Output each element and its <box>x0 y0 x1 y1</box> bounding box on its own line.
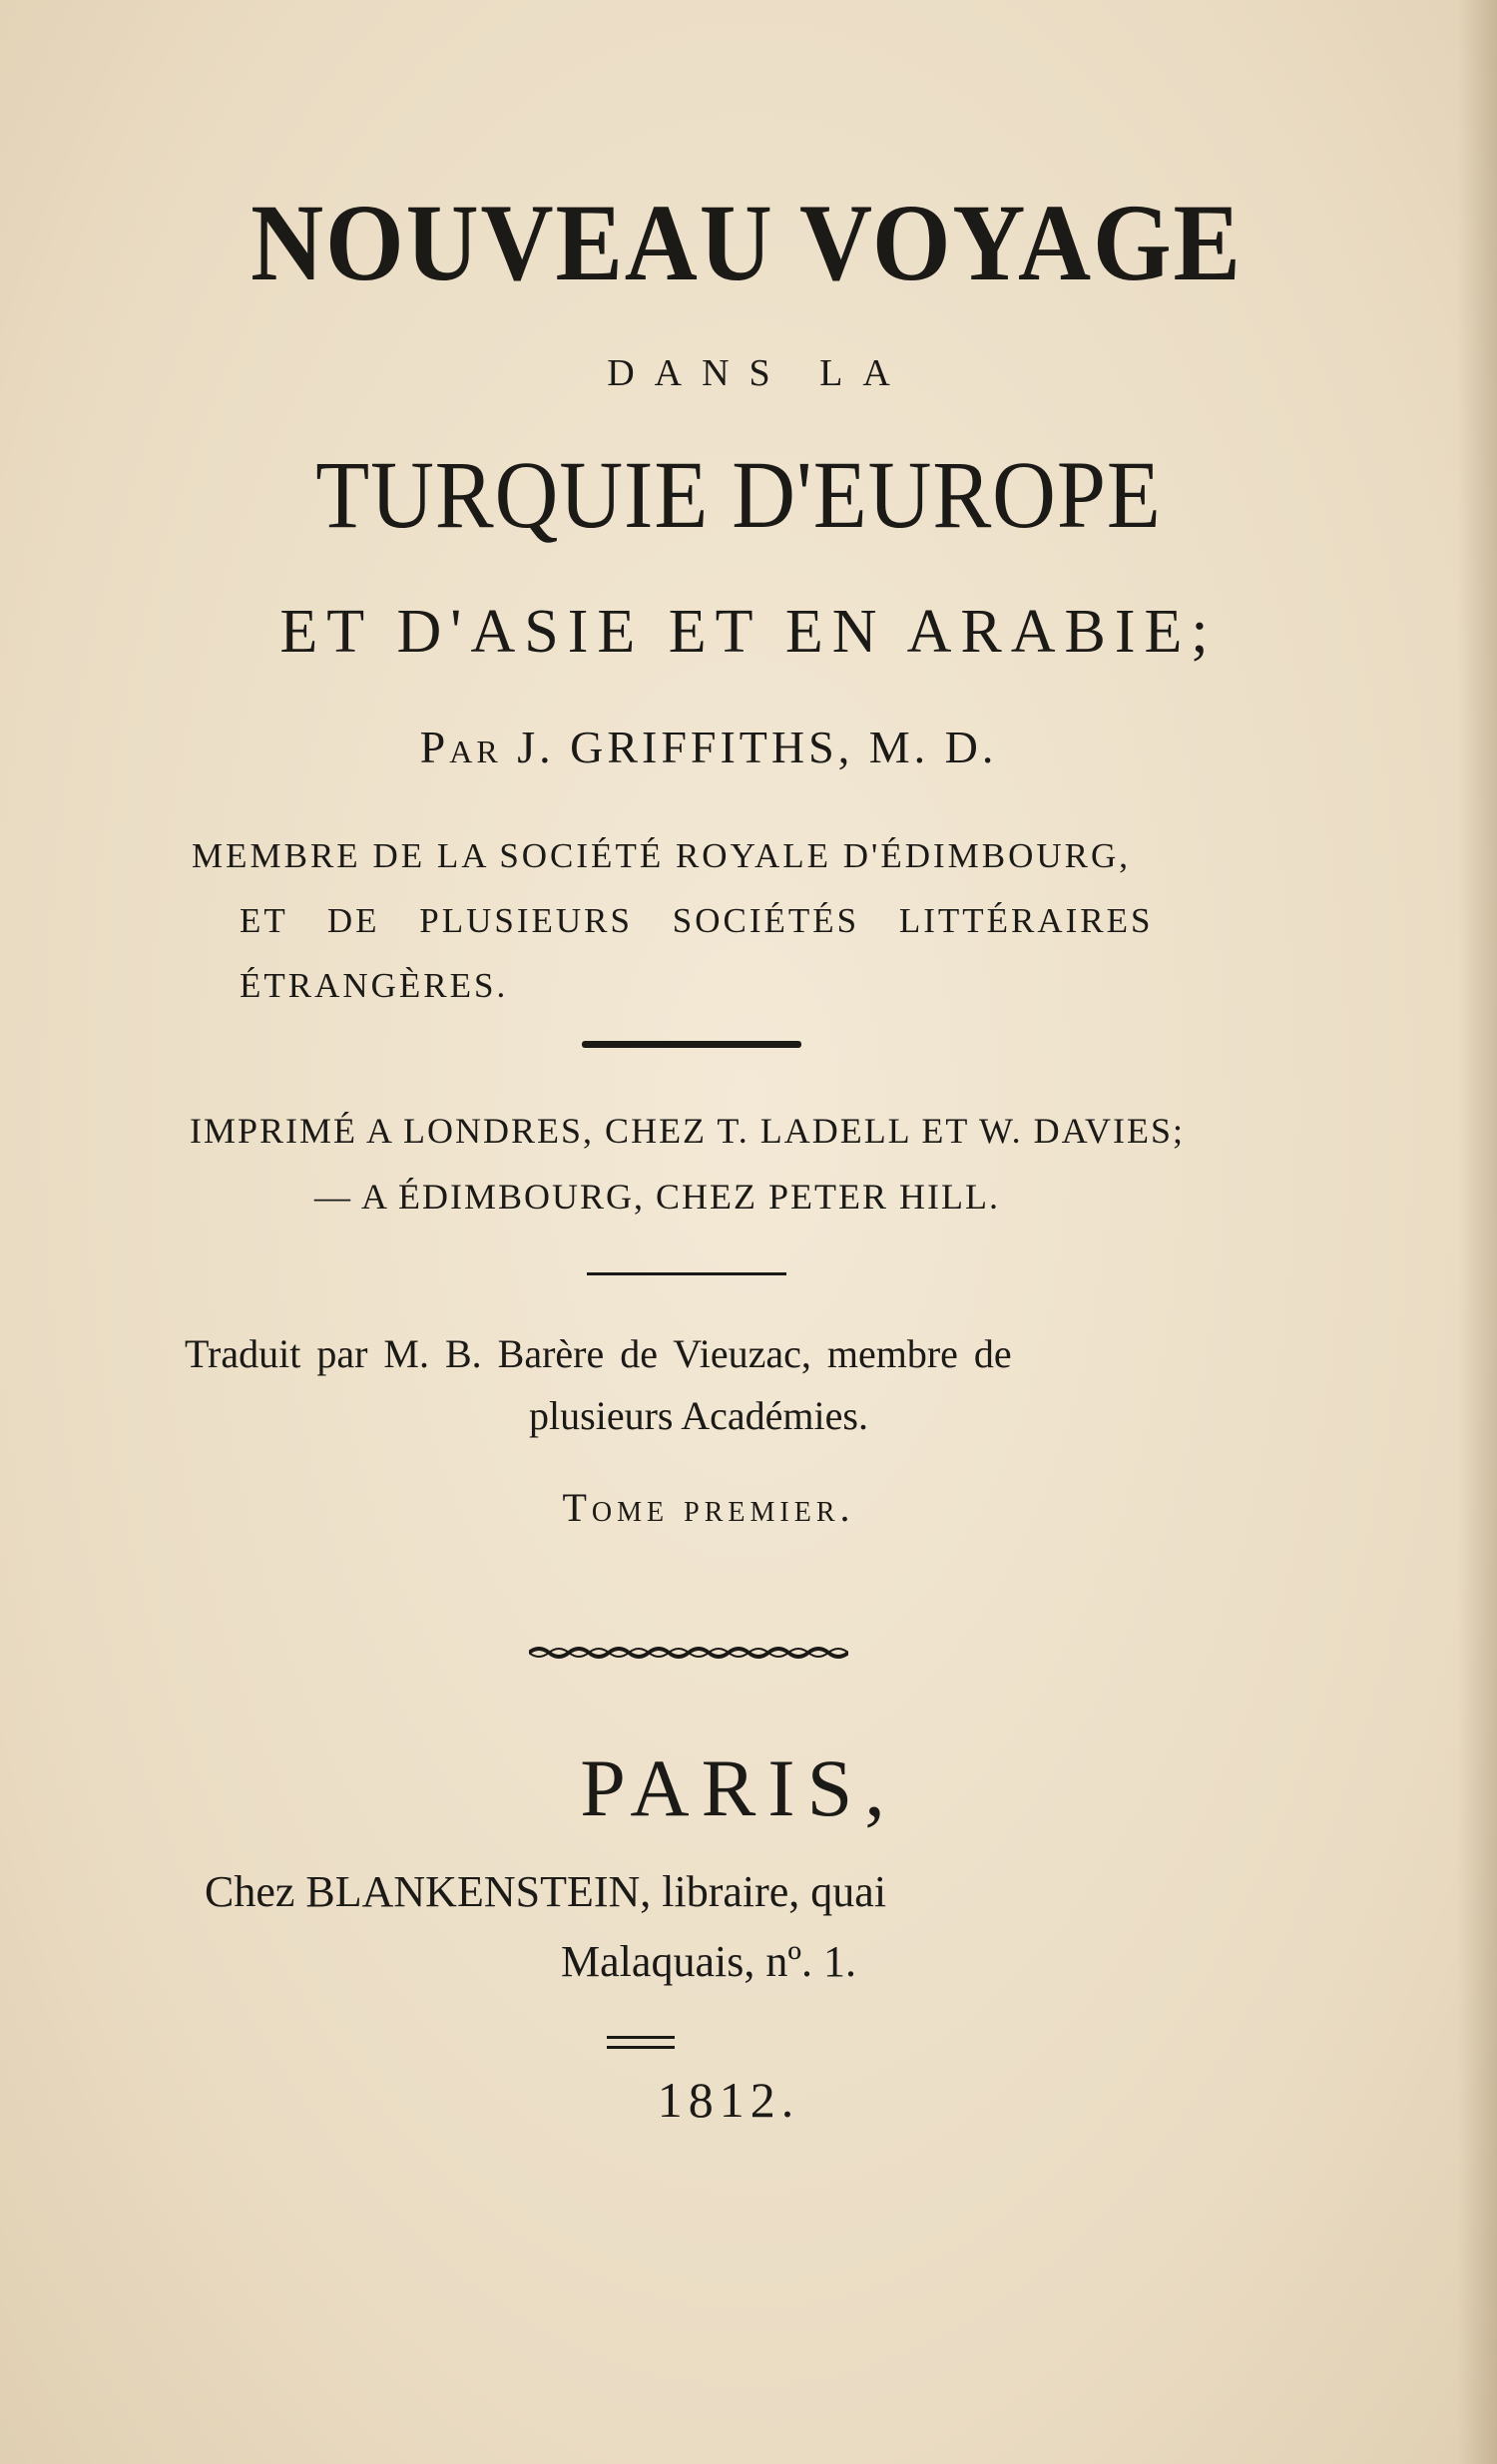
imprint-edinburgh: — A ÉDIMBOURG, CHEZ PETER HILL. <box>314 1177 1000 1217</box>
title-dans-la: DANS LA <box>607 352 910 394</box>
membership-line-3: ÉTRANGÈRES. <box>240 966 509 1005</box>
volume-label: Tome premier. <box>562 1485 855 1530</box>
publisher-line-1: Chez BLANKENSTEIN, libraire, quai <box>205 1867 887 1916</box>
title-asie-arabie: ET D'ASIE ET EN ARABIE; <box>279 598 1218 666</box>
double-rule-top <box>607 2036 675 2039</box>
ornament-divider <box>529 1645 848 1661</box>
double-rule-bottom <box>607 2046 675 2049</box>
title-turquie: TURQUIE D'EUROPE <box>315 441 1162 548</box>
publisher-line-2: Malaquais, nº. 1. <box>561 1937 856 1986</box>
translator-line-1: Traduit par M. B. Barère de Vieuzac, membre de <box>185 1331 1012 1376</box>
membership-line-2: ET DE PLUSIEURS SOCIÉTÉS LITTÉRAIRES <box>240 901 1154 940</box>
publisher-city: PARIS, <box>580 1742 897 1833</box>
title-main: NOUVEAU VOYAGE <box>250 182 1243 303</box>
author-line: Par J. GRIFFITHS, M. D. <box>419 722 998 772</box>
translator-line-2: plusieurs Académies. <box>529 1393 868 1438</box>
membership-line-1: MEMBRE DE LA SOCIÉTÉ ROYALE D'ÉDIMBOURG, <box>192 836 1132 875</box>
publication-year: 1812. <box>657 2072 800 2128</box>
thin-rule <box>587 1272 786 1275</box>
imprint-london: IMPRIMÉ A LONDRES, CHEZ T. LADELL ET W. DAVIES; <box>190 1111 1186 1151</box>
thick-rule <box>582 1041 801 1048</box>
